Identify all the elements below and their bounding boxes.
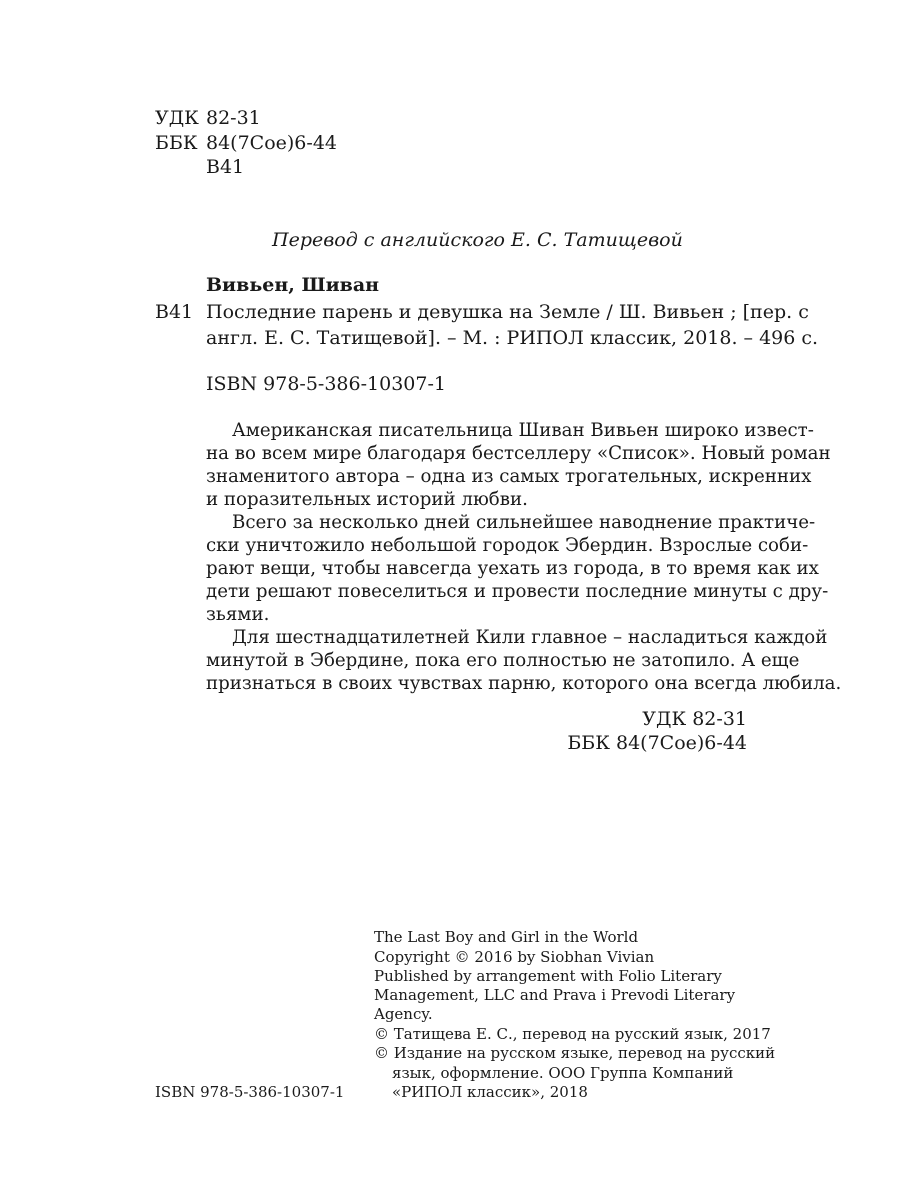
copyright-line: Copyright © 2016 by Siobhan Vivian	[374, 948, 655, 966]
copyright-line: «РИПОЛ классик», 2018	[392, 1083, 588, 1101]
copyright-line: The Last Boy and Girl in the World	[374, 928, 639, 946]
bbk-value: 84(7Сое)6-44	[206, 132, 337, 154]
annotation-line: признаться в своих чувствах парню, которого она всегда любила.	[206, 673, 842, 694]
copyright-line: язык, оформление. ООО Группа Компаний	[392, 1064, 734, 1082]
bib-isbn: ISBN 978-5-386-10307-1	[206, 373, 446, 395]
bbk-code: ББК 84(7Сое)6-44	[567, 732, 747, 754]
annotation-line: Для шестнадцатилетней Кили главное – насладиться каждой	[232, 627, 828, 648]
annotation-line: зьями.	[206, 604, 270, 625]
bib-line: Последние парень и девушка на Земле / Ш. Вивьен ; [пер. с	[206, 301, 809, 323]
annotation-line: и поразительных историй любви.	[206, 489, 528, 510]
copyright-line: Agency.	[374, 1005, 433, 1023]
udk-label: УДК	[155, 107, 199, 129]
bib-line: англ. Е. С. Татищевой]. – М. : РИПОЛ классик, 2018. – 496 с.	[206, 327, 819, 349]
copyright-line: © Издание на русском языке, перевод на русский	[374, 1044, 776, 1062]
copyright-line: Published by arrangement with Folio Literary	[374, 967, 722, 985]
author-mark: В41	[206, 156, 245, 178]
translation-note: Перевод с английского Е. С. Татищевой	[272, 229, 683, 251]
annotation-line: Всего за несколько дней сильнейшее наводнение практиче-	[232, 512, 816, 533]
annotation-line: на во всем мире благодаря бестселлеру «Список». Новый роман	[206, 443, 831, 464]
udk-code: УДК 82-31	[642, 708, 747, 730]
annotation-line: Американская писательница Шиван Вивьен широко извест-	[232, 420, 814, 441]
footer-isbn: ISBN 978-5-386-10307-1	[155, 1083, 345, 1101]
bib-author-mark: В41	[155, 301, 194, 323]
annotation-line: ски уничтожило небольшой городок Эбердин. Взрослые соби-	[206, 535, 809, 556]
annotation-line: знаменитого автора – одна из самых трогательных, искренних	[206, 466, 812, 487]
bib-author: Вивьен, Шиван	[206, 274, 380, 296]
copyright-line: Management, LLC and Prava i Prevodi Literary	[374, 986, 736, 1004]
annotation-line: рают вещи, чтобы навсегда уехать из города, в то время как их	[206, 558, 819, 579]
copyright-line: © Татищева Е. С., перевод на русский язык, 2017	[374, 1025, 771, 1043]
annotation-line: дети решают повеселиться и провести последние минуты с дру-	[206, 581, 829, 602]
udk-value: 82-31	[206, 107, 261, 129]
annotation-line: минутой в Эбердине, пока его полностью не затопило. А еще	[206, 650, 800, 671]
bbk-label: ББК	[155, 132, 198, 154]
